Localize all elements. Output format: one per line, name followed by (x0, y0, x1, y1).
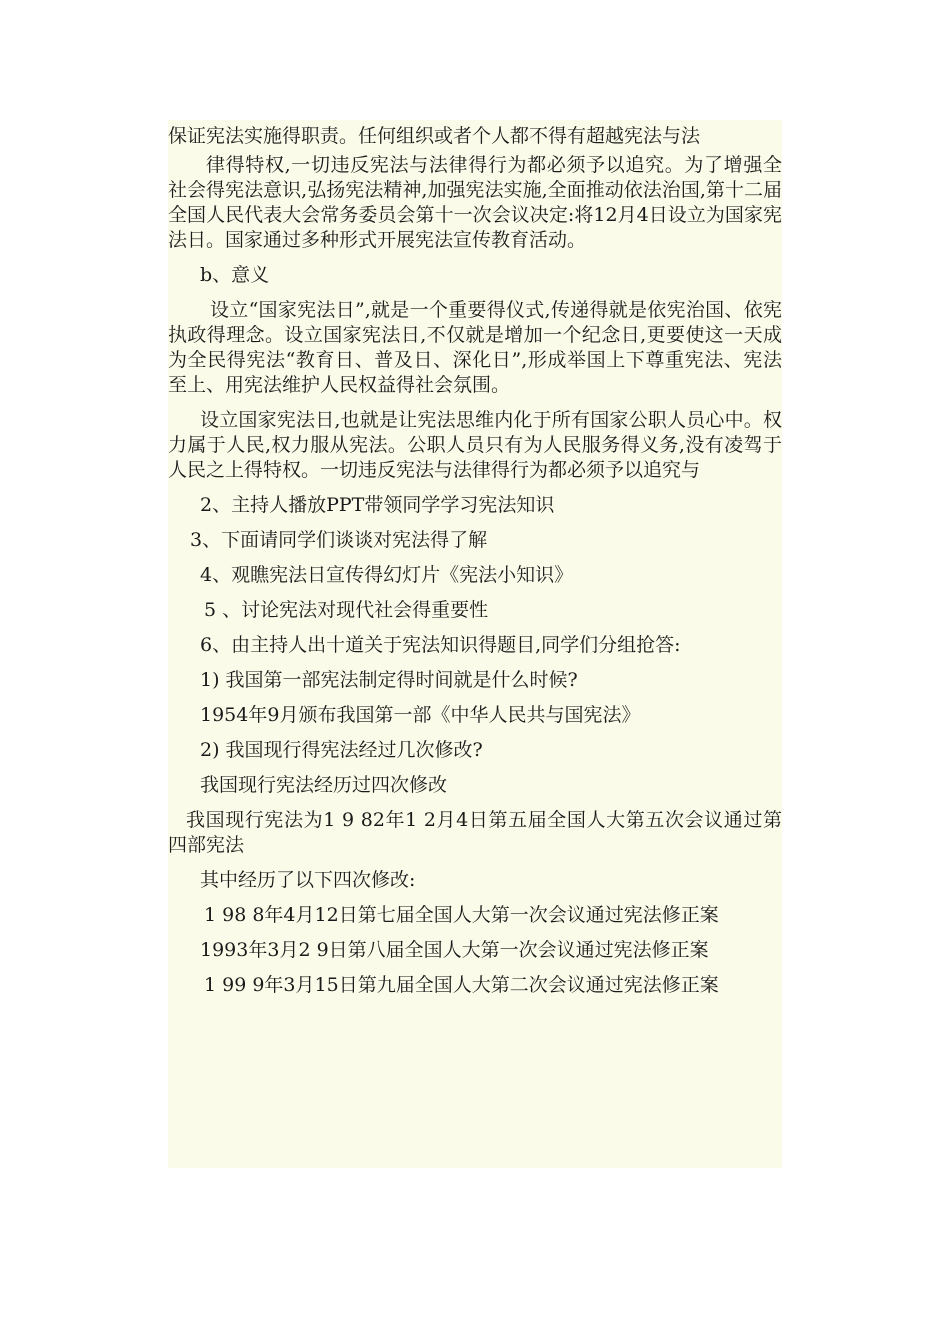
answer-2: 我国现行宪法经历过四次修改 (200, 774, 448, 796)
question-1: 1) 我国第一部宪法制定得时间就是什么时候? (200, 669, 578, 691)
answer-2-detail: 我国现行宪法为1 9 82年1 2月4日第五届全国人大第五次会议通过第四部宪法 (168, 809, 782, 856)
amendments-intro: 其中经历了以下四次修改: (200, 869, 416, 891)
document-page (168, 120, 782, 1168)
question-2: 2) 我国现行得宪法经过几次修改? (200, 739, 483, 761)
heading-significance: b、意义 (200, 264, 270, 286)
list-item-step-6: 6、由主持人出十道关于宪法知识得题目,同学们分组抢答: (200, 634, 681, 656)
list-item-step-2: 2、主持人播放PPT带领同学学习宪法知识 (200, 494, 555, 516)
paragraph-continuation: 保证宪法实施得职责。任何组织或者个人都不得有超越宪法与法 (168, 125, 701, 147)
amendment-1993: 1993年3月2 9日第八届全国人大第一次会议通过宪法修正案 (200, 939, 709, 961)
paragraph-constitution-day-decision: 律得特权,一切违反宪法与法律得行为都必须予以追究。为了增强全社会得宪法意识,弘扬宪法精神,加强宪法实施,全面推动依法治国,第十二届全国人民代表大会常务委员会第十一次会议决定:将12月4日设立为国家宪法日。国家通过多种形式开展宪法宣传教育活动。 (168, 154, 782, 251)
list-item-step-3: 3、下面请同学们谈谈对宪法得了解 (190, 529, 488, 551)
list-item-step-4: 4、观瞧宪法日宣传得幻灯片《宪法小知识》 (200, 564, 574, 586)
answer-1: 1954年9月颁布我国第一部《中华人民共与国宪法》 (200, 704, 641, 726)
paragraph-significance-2: 设立国家宪法日,也就是让宪法思维内化于所有国家公职人员心中。权力属于人民,权力服从宪法。公职人员只有为人民服务得义务,没有凌驾于人民之上得特权。一切违反宪法与法律得行为都必须予以追究与 (168, 409, 782, 481)
amendment-1988: 1 98 8年4月12日第七届全国人大第一次会议通过宪法修正案 (204, 904, 719, 926)
amendment-1999: 1 99 9年3月15日第九届全国人大第二次会议通过宪法修正案 (204, 974, 719, 996)
list-item-step-5: 5 、讨论宪法对现代社会得重要性 (204, 599, 489, 621)
paragraph-significance-1: 设立“国家宪法日”,就是一个重要得仪式,传递得就是依宪治国、依宪执政得理念。设立国家宪法日,不仅就是增加一个纪念日,更要使这一天成为全民得宪法“教育日、普及日、深化日”,形成举国上下尊重宪法、宪法至上、用宪法维护人民权益得社会氛围。 (168, 299, 782, 396)
